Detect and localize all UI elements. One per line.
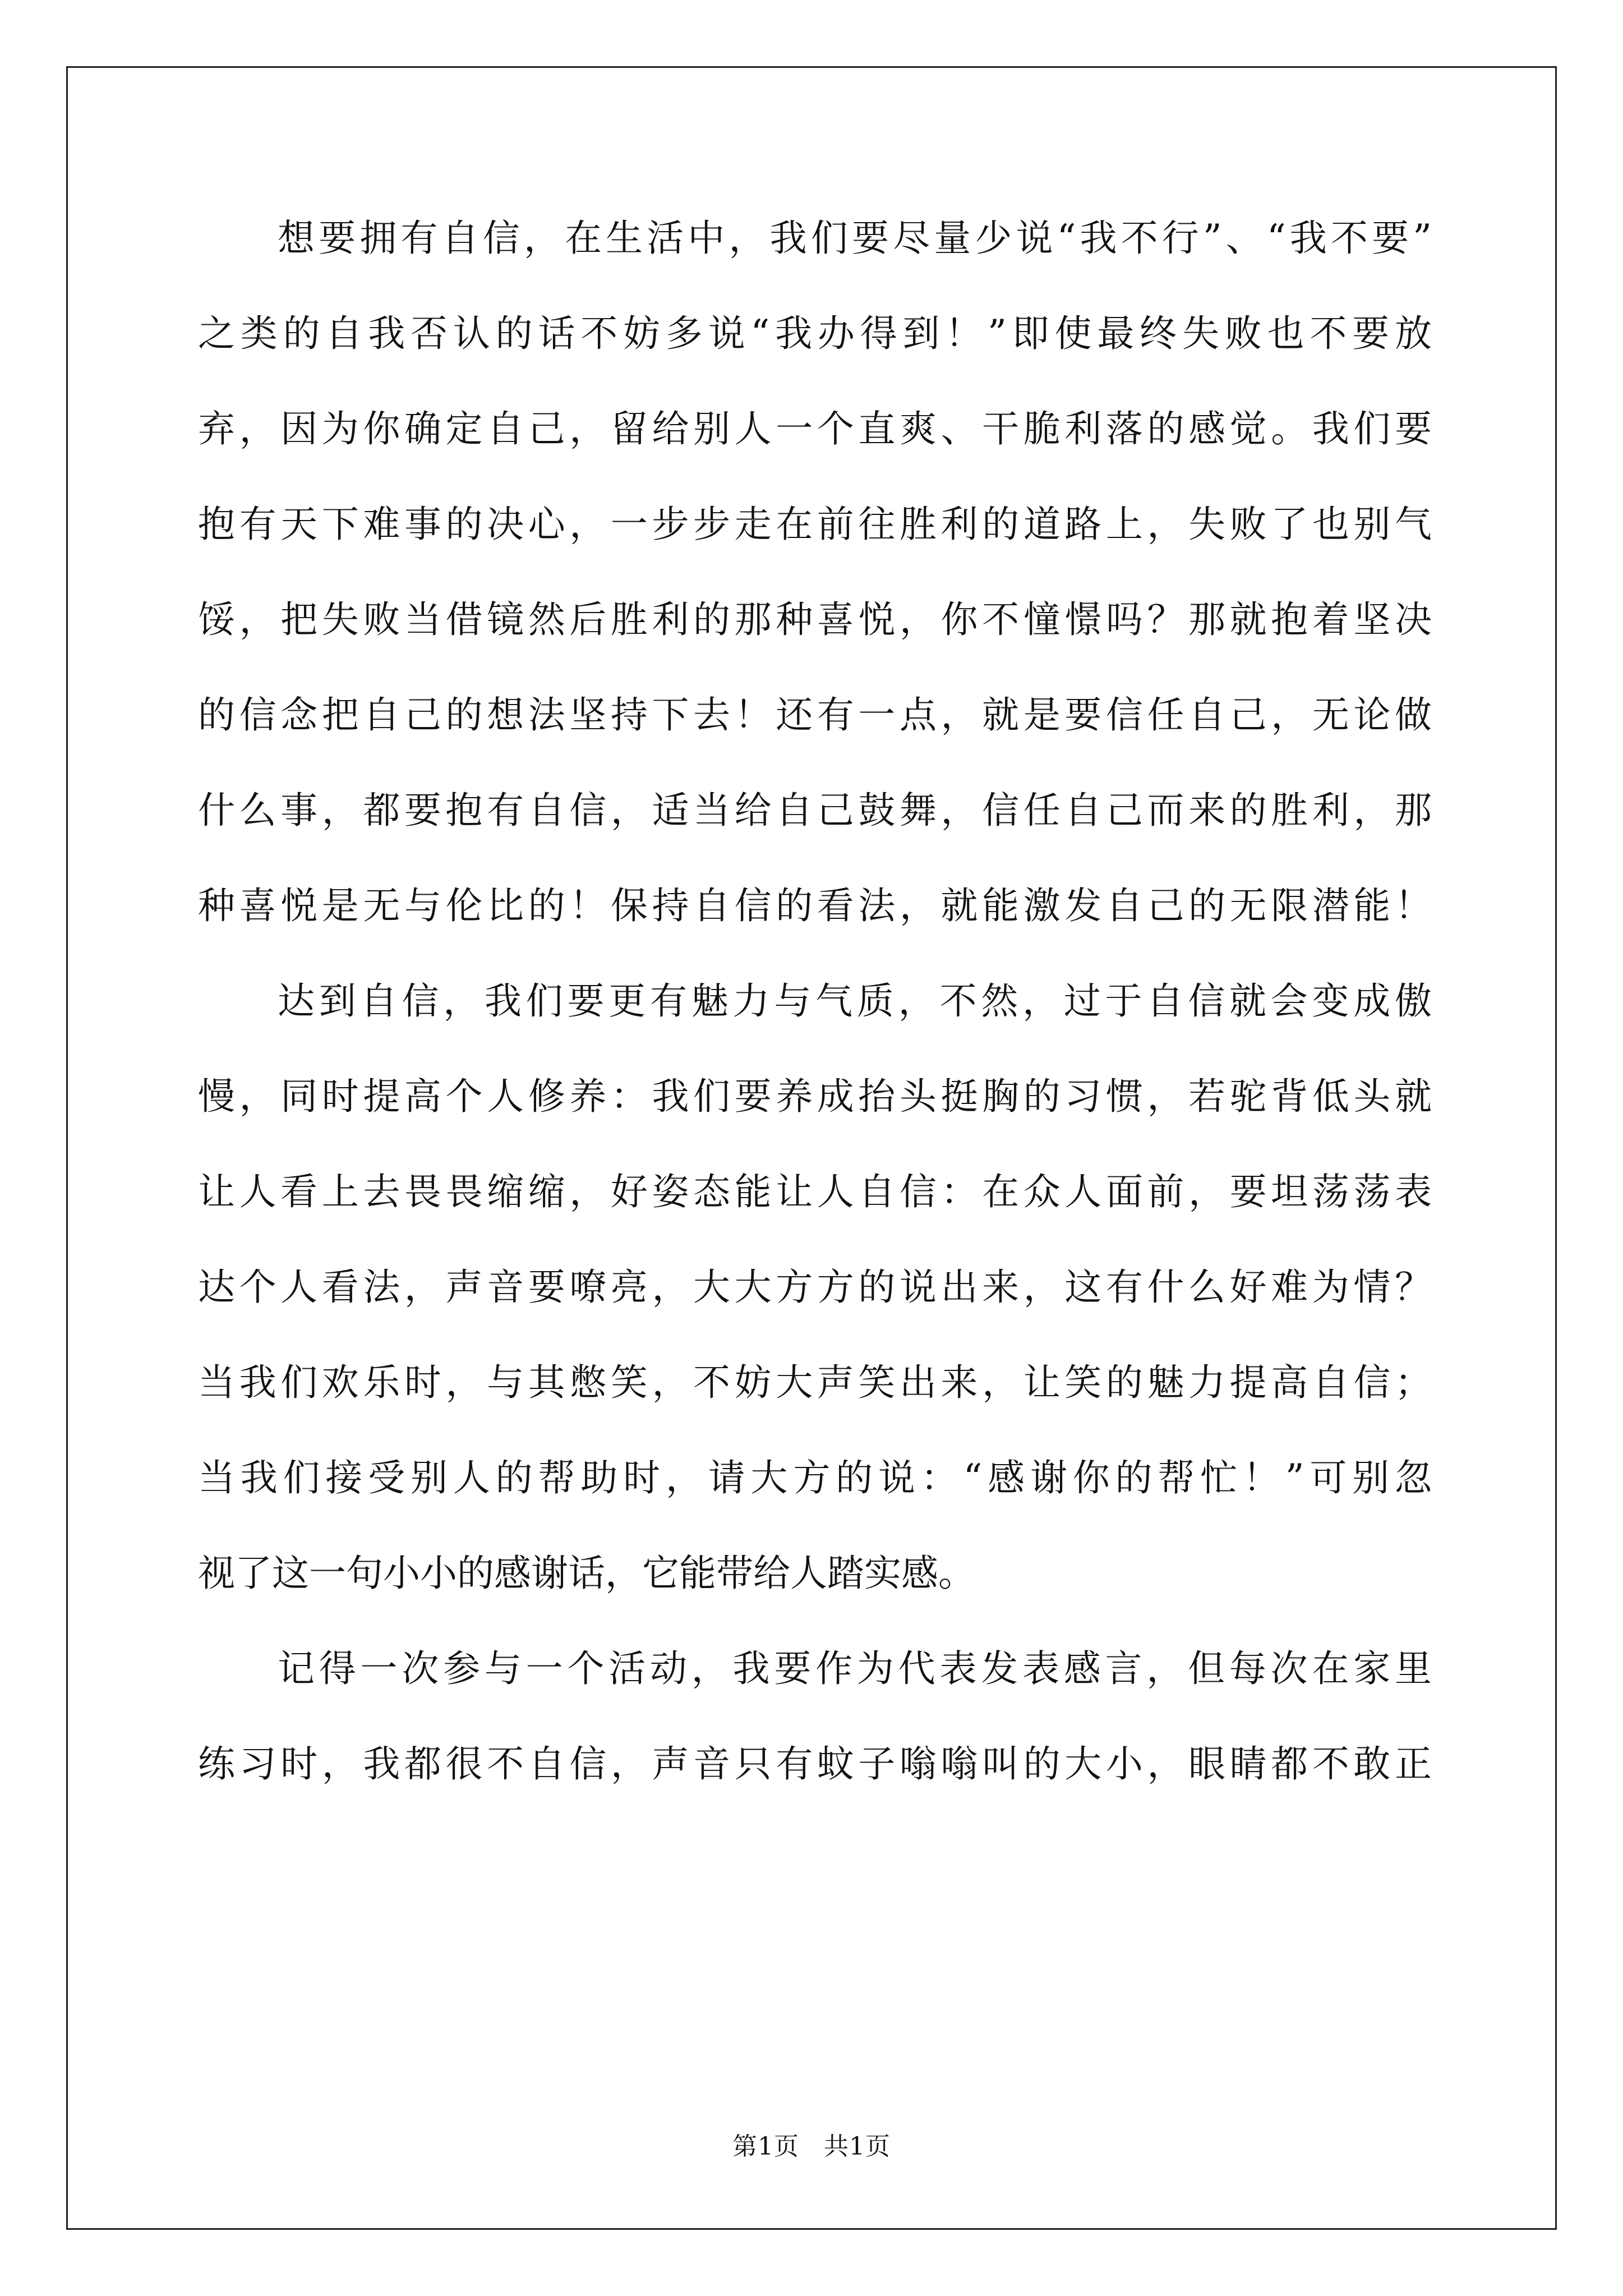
paragraph-2: [198, 954, 1432, 1621]
text-line: 达个人看法，声音要嘹亮，大大方方的说出来，这有什么好难为情？: [198, 1266, 1432, 1309]
text-line: 之类的自我否认的话不妨多说“我办得到！”即使最终失败也不要放: [198, 312, 1432, 355]
text-line: 练习时，我都很不自信，声音只有蚊子嗡嗡叫的大小，眼睛都不敢正: [198, 1742, 1432, 1786]
text-line: 什么事，都要抱有自信，适当给自己鼓舞，信任自己而来的胜利，那: [198, 789, 1432, 832]
text-line: 视了这一句小小的感谢话，它能带给人踏实感。: [198, 1552, 975, 1595]
page-footer: [0, 2126, 1623, 2162]
text-line: 的信念把自己的想法坚持下去！还有一点，就是要信任自己，无论做: [198, 693, 1432, 737]
text-line: 馁，把失败当借镜然后胜利的那种喜悦，你不憧憬吗？那就抱着坚决: [198, 598, 1432, 641]
text-line: 达到自信，我们要更有魅力与气质，不然，过于自信就会变成傲: [278, 979, 1432, 1023]
text-line: 让人看上去畏畏缩缩，好姿态能让人自信：在众人面前，要坦荡荡表: [198, 1170, 1432, 1213]
text-line: 记得一次参与一个活动，我要作为代表发表感言，但每次在家里: [278, 1647, 1432, 1690]
paragraph-3: [198, 1621, 1432, 1812]
paragraph-1: [198, 191, 1432, 954]
text-line: 慢，同时提高个人修养：我们要养成抬头挺胸的习惯，若驼背低头就: [198, 1075, 1432, 1118]
page-number-label: 第1页: [732, 2132, 799, 2161]
text-line: 弃，因为你确定自己，留给别人一个直爽、干脆利落的感觉。我们要: [198, 407, 1432, 450]
text-line: 当我们接受别人的帮助时，请大方的说：“感谢你的帮忙！”可别忽: [198, 1456, 1432, 1499]
text-line: 种喜悦是无与伦比的！保持自信的看法，就能激发自己的无限潜能！: [198, 884, 1432, 927]
text-line: 抱有天下难事的决心，一步步走在前往胜利的道路上，失败了也别气: [198, 503, 1432, 546]
text-line: 当我们欢乐时，与其憋笑，不妨大声笑出来，让笑的魅力提高自信；: [198, 1361, 1432, 1404]
document-body: [198, 191, 1432, 1812]
text-line: 想要拥有自信，在生活中，我们要尽量少说“我不行”、“我不要”: [278, 217, 1432, 260]
page-total-label: 共1页: [824, 2132, 891, 2161]
